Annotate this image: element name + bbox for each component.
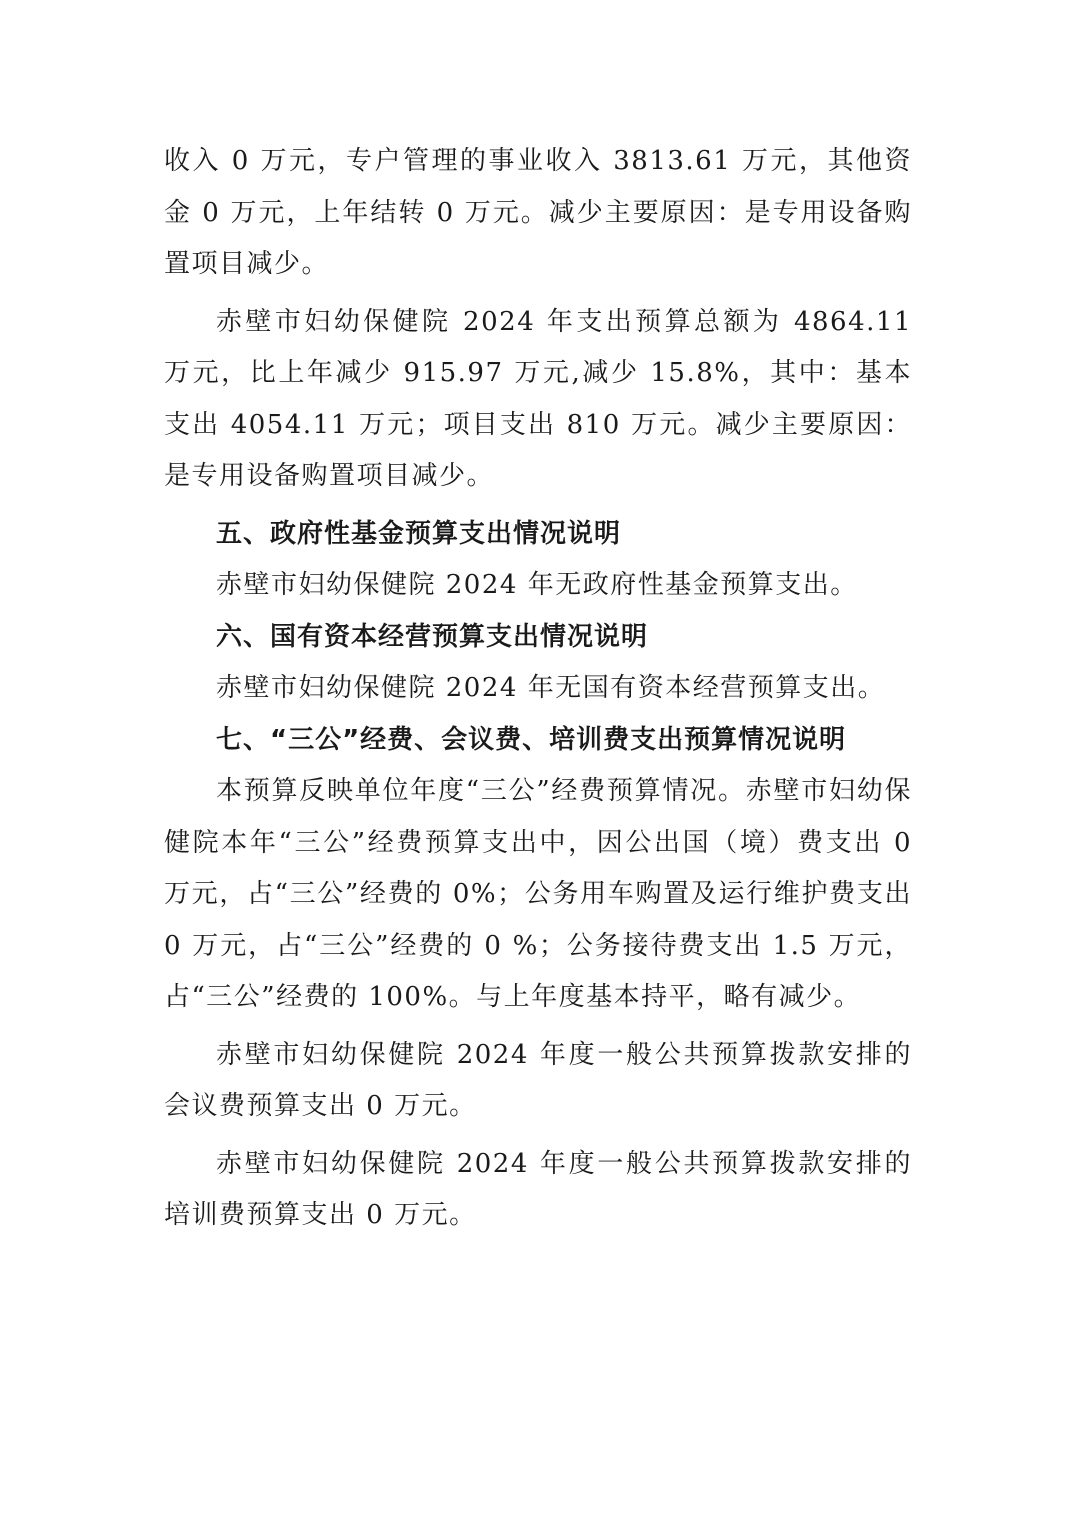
heading-three-public-expenses: 七、“三公”经费、会议费、培训费支出预算情况说明: [216, 724, 847, 755]
document-body: [164, 136, 912, 1242]
paragraph-total-expenditure: 赤壁市妇幼保健院 2024 年支出预算总额为 4864.11 万元，比上年减少 915.97 万元,减少 15.8%，其中：基本支出 4054.11 万元；项目支出 810 万元。减少主要原因：是专用设备购置项目减少。: [164, 306, 912, 491]
paragraph-income-continuation: 收入 0 万元，专户管理的事业收入 3813.61 万元，其他资金 0 万元，上年结转 0 万元。减少主要原因：是专用设备购置项目减少。: [164, 146, 912, 279]
paragraph-training-expenses: 赤壁市妇幼保健院 2024 年度一般公共预算拨款安排的培训费预算支出 0 万元。: [164, 1148, 912, 1230]
paragraph-state-capital: 赤壁市妇幼保健院 2024 年无国有资本经营预算支出。: [216, 673, 886, 703]
heading-government-fund: 五、政府性基金预算支出情况说明: [216, 518, 622, 549]
paragraph-government-fund: 赤壁市妇幼保健院 2024 年无政府性基金预算支出。: [216, 570, 858, 600]
paragraph-meeting-expenses: 赤壁市妇幼保健院 2024 年度一般公共预算拨款安排的会议费预算支出 0 万元。: [164, 1039, 912, 1121]
paragraph-three-public-expenses: 本预算反映单位年度“三公”经费预算情况。赤壁市妇幼保健院本年“三公”经费预算支出中，因公出国（境）费支出 0 万元，占“三公”经费的 0%；公务用车购置及运行维护费支出 0 万元，占“三公”经费的 0 %；公务接待费支出 1.5 万元，占“三公”经费的 100%。与上年度基本持平，略有减少。: [164, 776, 912, 1012]
heading-state-capital: 六、国有资本经营预算支出情况说明: [216, 621, 649, 652]
